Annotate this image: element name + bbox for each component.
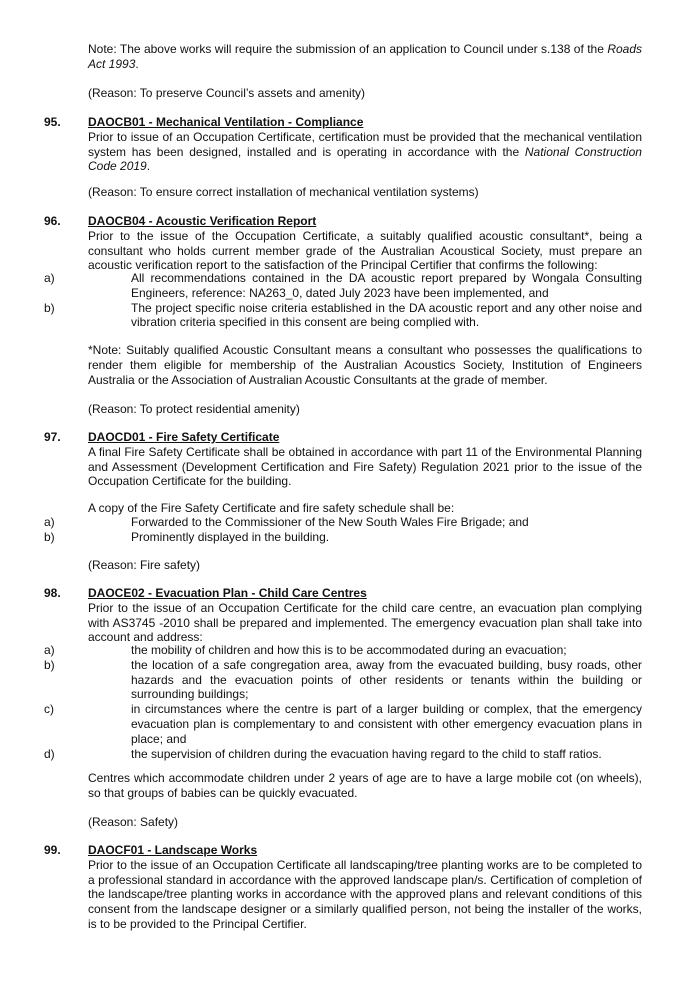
condition-reason: (Reason: To protect residential amenity) <box>88 402 300 416</box>
condition-body: A final Fire Safety Certificate shall be obtained in accordance with part 11 of the Environmental Planning and Assessment (Development Certification and Fire Safety) Regulation 2021 prior to the issue of the Occupation Certificate for the building. <box>88 444 642 489</box>
list-item: b) the location of a safe congregation area, away from the evacuated building, busy roads, other hazards and the evacuation points of other residents or tenants within the building or surrounding buildings; <box>44 657 642 702</box>
condition-96 <box>88 214 642 273</box>
condition-lead: A copy of the Fire Safety Certificate and fire safety schedule shall be: <box>88 501 455 515</box>
condition-98 <box>88 586 642 645</box>
list-item: a) Forwarded to the Commissioner of the New South Wales Fire Brigade; and <box>44 515 529 529</box>
condition-reason: (Reason: Fire safety) <box>88 558 201 572</box>
condition-97 <box>88 430 642 489</box>
condition-95 <box>88 115 642 174</box>
condition-body: Prior to the issue of the Occupation Certificate, a suitably qualified acoustic consultant*, being a consultant who holds current member grade of the Australian Acoustical Society, must prepare an acoustic verification report to the satisfaction of the Principal Certifier that confirms the following: <box>88 228 642 273</box>
intro-note-act: Roads Act 1993 <box>88 42 642 71</box>
list-item: a) All recommendations contained in the DA acoustic report prepared by Wongala Consulting Engineers, reference: NA263_0, dated July 2023 have been implemented, and <box>44 271 642 300</box>
list-item: b) Prominently displayed in the building. <box>44 529 330 544</box>
condition-number: 97. <box>44 430 61 444</box>
intro-reason: (Reason: To preserve Council’s assets and amenity) <box>88 86 366 100</box>
condition-99 <box>88 843 642 932</box>
condition-note: *Note: Suitably qualified Acoustic Consultant means a consultant who possesses the qualifications to render them eligible for membership of the Australian Acoustics Society, Institution of Engineers Australia or the Association of Australian Acoustic Consultants at the grade of member. <box>88 343 642 387</box>
condition-note: Centres which accommodate children under 2 years of age are to have a large mobile cot (on wheels), so that groups of babies can be quickly evacuated. <box>88 771 642 800</box>
condition-number: 98. <box>44 586 61 600</box>
condition-list <box>44 271 642 330</box>
list-item: d) the supervision of children during the evacuation having regard to the child to staff ratios. <box>44 746 602 761</box>
list-item: c) in circumstances where the centre is part of a larger building or complex, that the emergency evacuation plan is complementary to and consistent with other emergency evacuation plans in place; and <box>44 702 642 746</box>
condition-heading: DAOCE02 - Evacuation Plan - Child Care Centres <box>88 586 367 600</box>
intro-note-text: Note: The above works will require the submission of an application to Council under s.138 of the <box>88 42 608 56</box>
condition-heading: DAOCD01 - Fire Safety Certificate <box>88 430 280 444</box>
condition-list <box>44 643 642 761</box>
condition-heading: DAOCF01 - Landscape Works <box>88 843 258 857</box>
condition-body: Prior to the issue of an Occupation Certificate all landscaping/tree planting works are to be completed to a professional standard in accordance with the approved landscape plan/s. Certification of completion of the landscape/tree planting works in accordance with the approved plans and relevant conditions of this consent from the landscape designer or a similarly qualified person, not being the installer of the works, is to be provided to the Principal Certifier. <box>88 857 642 931</box>
list-item: a) the mobility of children and how this is to be accommodated during an evacuation; <box>44 643 567 657</box>
intro-note: Note: The above works will require the submission of an application to Council under s.138 of the Roads Act 1993. <box>88 42 642 71</box>
condition-heading: DAOCB04 - Acoustic Verification Report <box>88 214 317 228</box>
list-item: b) The project specific noise criteria established in the DA acoustic report and any other noise and vibration criteria specified in this consent are being complied with. <box>44 300 642 330</box>
condition-body: Prior to issue of an Occupation Certificate, certification must be provided that the mechanical ventilation system has been designed, installed and is operating in accordance with the National Construction Code 2019. <box>88 129 642 174</box>
condition-number: 96. <box>44 214 61 228</box>
condition-reason: (Reason: To ensure correct installation of mechanical ventilation systems) <box>88 185 479 199</box>
condition-number: 99. <box>44 843 61 857</box>
condition-number: 95. <box>44 115 61 129</box>
condition-body: Prior to the issue of an Occupation Certificate for the child care centre, an evacuation plan complying with AS3745 -2010 shall be prepared and implemented. The emergency evacuation plan shall take into account and address: <box>88 600 642 645</box>
condition-reason: (Reason: Safety) <box>88 815 179 829</box>
condition-list <box>44 515 642 545</box>
condition-heading: DAOCB01 - Mechanical Ventilation - Compliance <box>88 115 364 129</box>
